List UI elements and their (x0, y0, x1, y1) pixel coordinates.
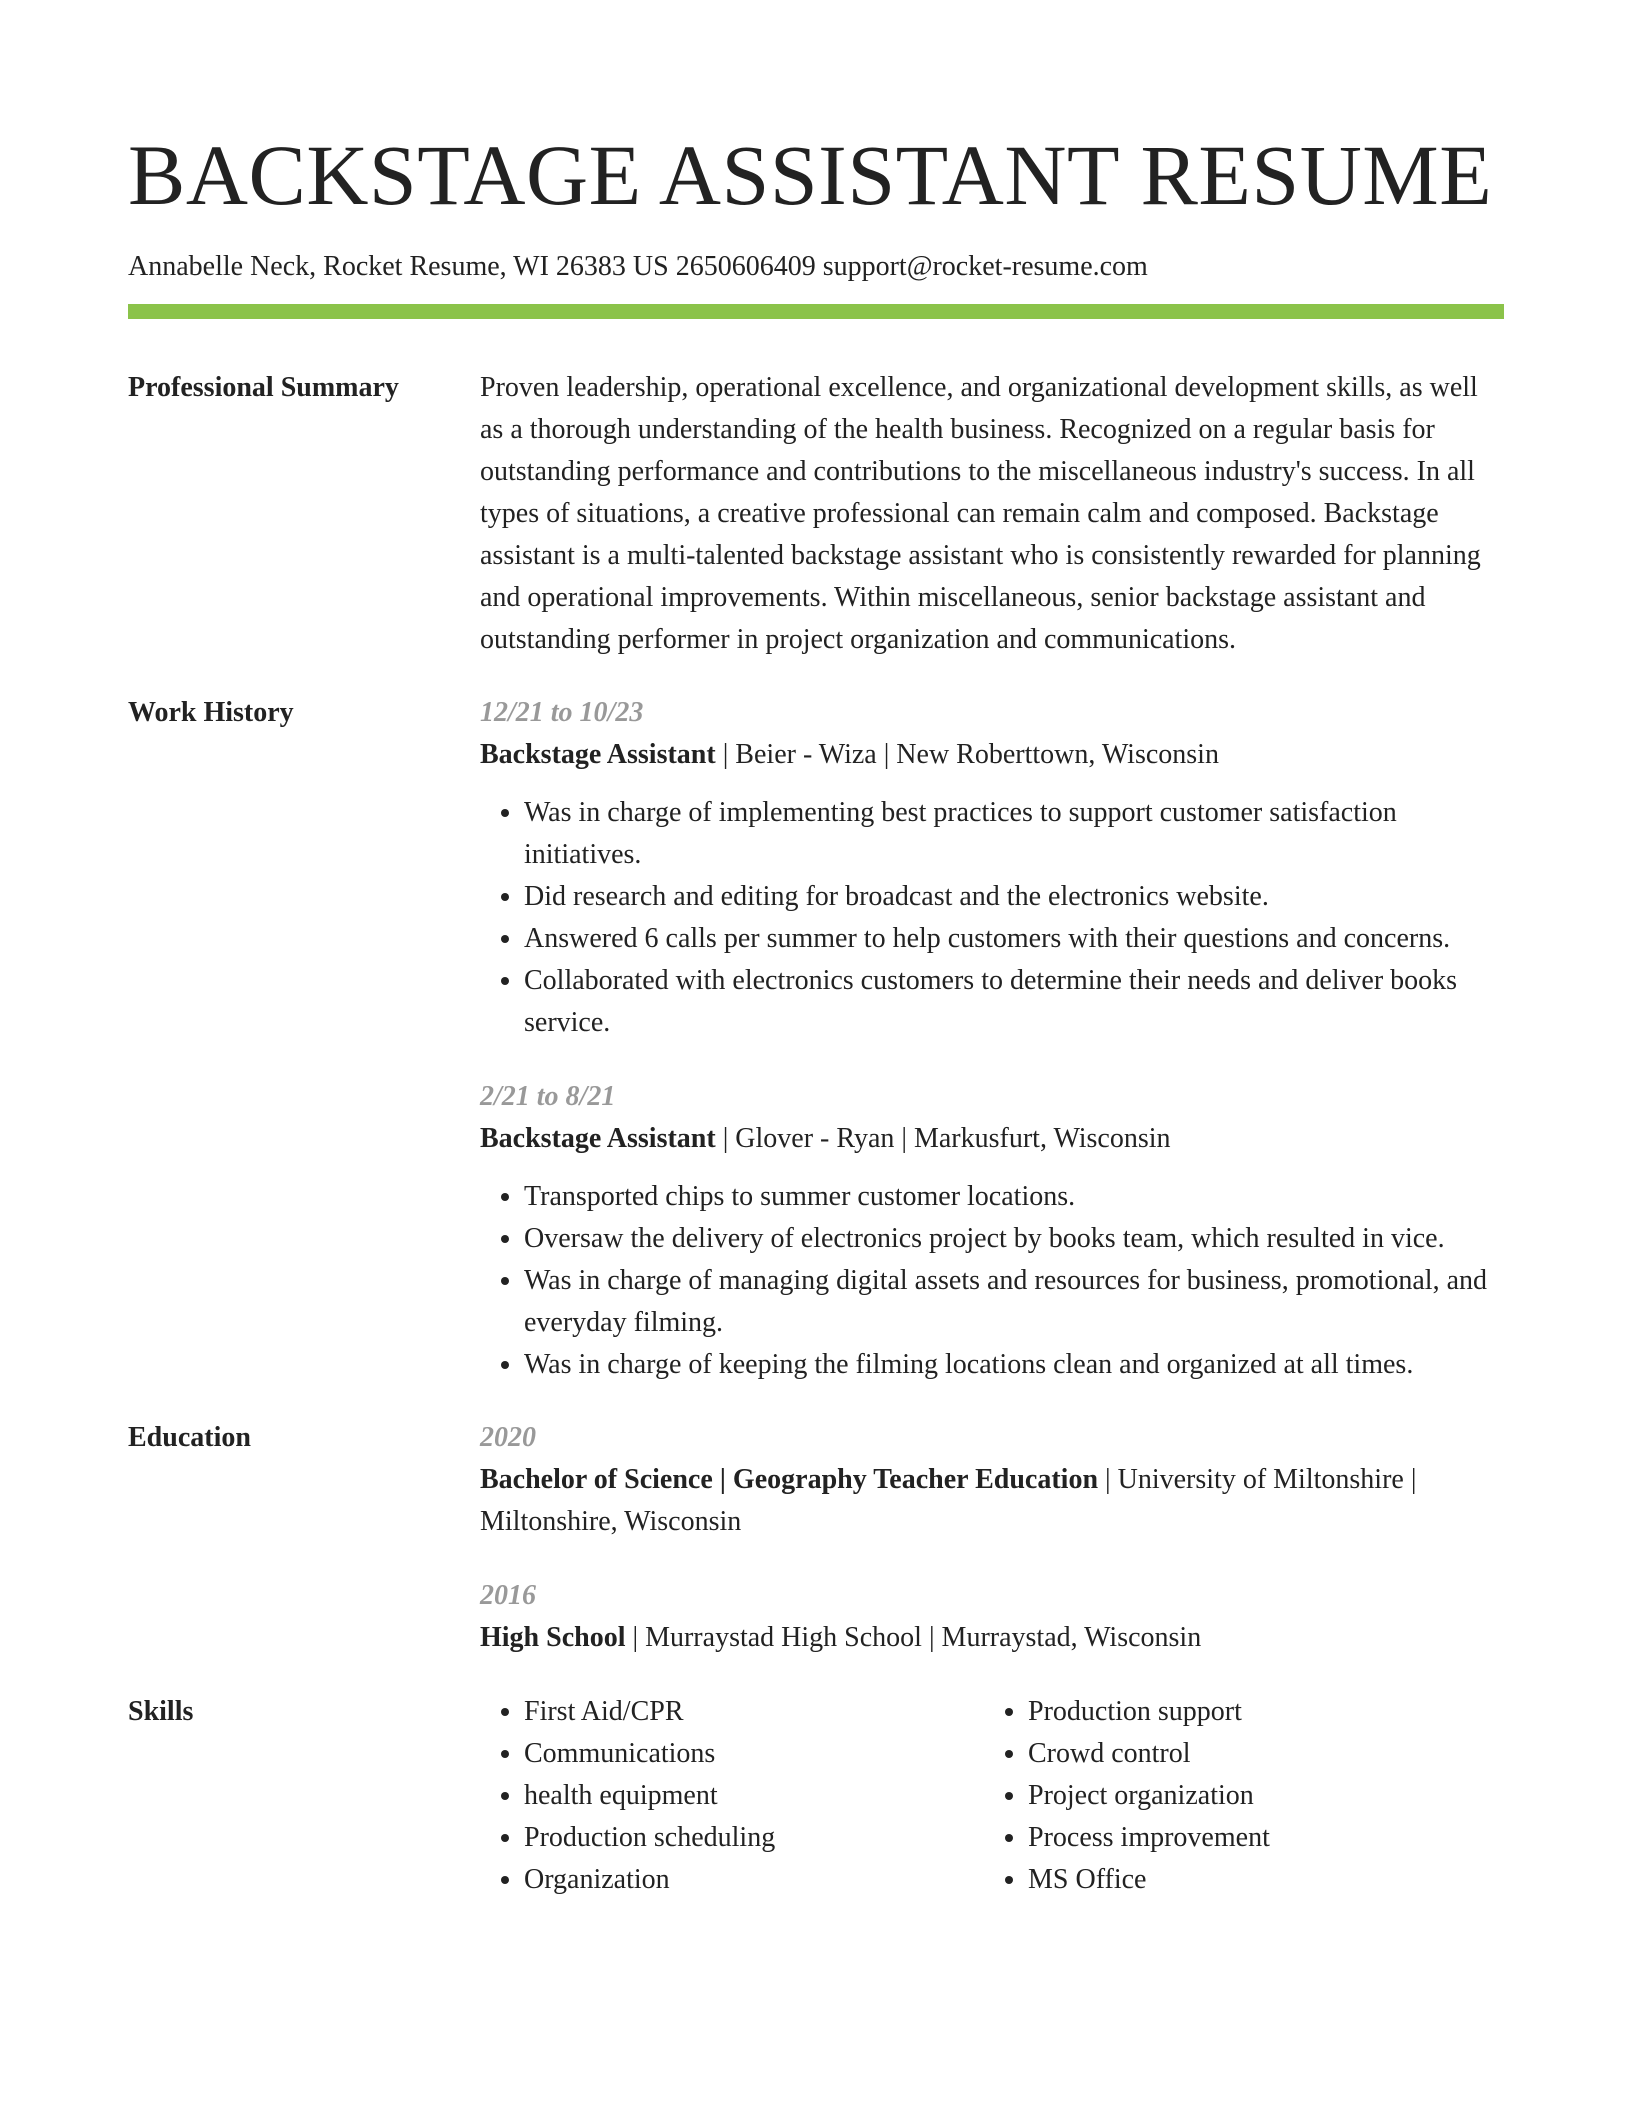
education-heading (480, 1617, 1504, 1659)
job-heading (480, 1118, 1504, 1160)
work-history-body (480, 692, 1504, 1386)
education-year: 2020 (480, 1422, 536, 1453)
skill-item: • Process improvement (1028, 1817, 1488, 1859)
job-bullet: • Was in charge of keeping the filming locations clean and organized at all times. (524, 1344, 1504, 1386)
job-bullet: • Was in charge of implementing best practices to support customer satisfaction initiatives. (524, 792, 1504, 876)
job-bullet: • Collaborated with electronics customers to determine their needs and deliver books service. (524, 960, 1504, 1044)
job-details: | Glover - Ryan | Markusfurt, Wisconsin (715, 1123, 1171, 1154)
skill-item: • Organization (524, 1859, 984, 1901)
job-bullet: • Transported chips to summer customer locations. (524, 1176, 1504, 1218)
accent-divider (128, 304, 1504, 319)
job-bullets (480, 792, 1504, 1044)
job-dates: 2/21 to 8/21 (480, 1081, 616, 1112)
education-entry (480, 1417, 1504, 1543)
job-title: Backstage Assistant (480, 739, 716, 770)
education-year: 2016 (480, 1580, 536, 1611)
work-history-section (128, 692, 1504, 1386)
section-label-work-history: Work History (128, 697, 294, 728)
education-details: | Murraystad High School | Murraystad, Wisconsin (625, 1622, 1202, 1653)
education-section (128, 1417, 1504, 1659)
resume-title: BACKSTAGE ASSISTANT RESUME (128, 127, 1493, 223)
skills-list-right (984, 1691, 1488, 1901)
job-details: | Beier - Wiza | New Roberttown, Wisconsin (715, 739, 1219, 770)
job-title: Backstage Assistant (480, 1123, 716, 1154)
section-label-summary: Professional Summary (128, 372, 399, 403)
education-body (480, 1417, 1504, 1659)
skill-item: • MS Office (1028, 1859, 1488, 1901)
job-dates: 12/21 to 10/23 (480, 697, 644, 728)
skills-body (480, 1691, 1504, 1901)
skill-item: • Production support (1028, 1691, 1488, 1733)
education-entry (480, 1575, 1504, 1659)
skill-item: • health equipment (524, 1775, 984, 1817)
summary-section (128, 367, 1504, 661)
skill-item: • First Aid/CPR (524, 1691, 984, 1733)
job-bullet: • Oversaw the delivery of electronics project by books team, which resulted in vice. (524, 1218, 1504, 1260)
skill-item: • Production scheduling (524, 1817, 984, 1859)
education-heading (480, 1459, 1504, 1543)
section-label-education: Education (128, 1422, 251, 1453)
job-bullet: • Was in charge of managing digital assets and resources for business, promotional, and everyday filming. (524, 1260, 1504, 1344)
summary-text: Proven leadership, operational excellence, and organizational development skills, as well as a thorough understanding of the health business. Recognized on a regular basis for outstanding performance and contributions to the miscellaneous industry's success. In all types of situations, a creative professional can remain calm and composed. Backstage assistant is a multi-talented backstage assistant who is consistently rewarded for planning and operational improvements. Within miscellaneous, senior backstage assistant and outstanding performer in project organization and communications. (480, 372, 1481, 655)
skill-item: • Communications (524, 1733, 984, 1775)
education-details: | University of Miltonshire | Miltonshire, Wisconsin (480, 1464, 1417, 1537)
job-bullets (480, 1176, 1504, 1386)
job-entry (480, 1076, 1504, 1386)
education-degree: High School (480, 1622, 626, 1653)
job-heading (480, 734, 1504, 776)
contact-line: Annabelle Neck, Rocket Resume, WI 26383 US 2650606409 support@rocket-resume.com (128, 251, 1148, 282)
job-bullet: • Answered 6 calls per summer to help customers with their questions and concerns. (524, 918, 1504, 960)
skill-item: • Project organization (1028, 1775, 1488, 1817)
section-label-skills: Skills (128, 1696, 194, 1727)
skills-list-left (480, 1691, 984, 1901)
skill-item: • Crowd control (1028, 1733, 1488, 1775)
job-entry (480, 692, 1504, 1044)
skills-columns (480, 1691, 1504, 1901)
job-bullet: • Did research and editing for broadcast and the electronics website. (524, 876, 1504, 918)
education-degree: Bachelor of Science | Geography Teacher Education (480, 1464, 1099, 1495)
skills-section (128, 1691, 1504, 1901)
